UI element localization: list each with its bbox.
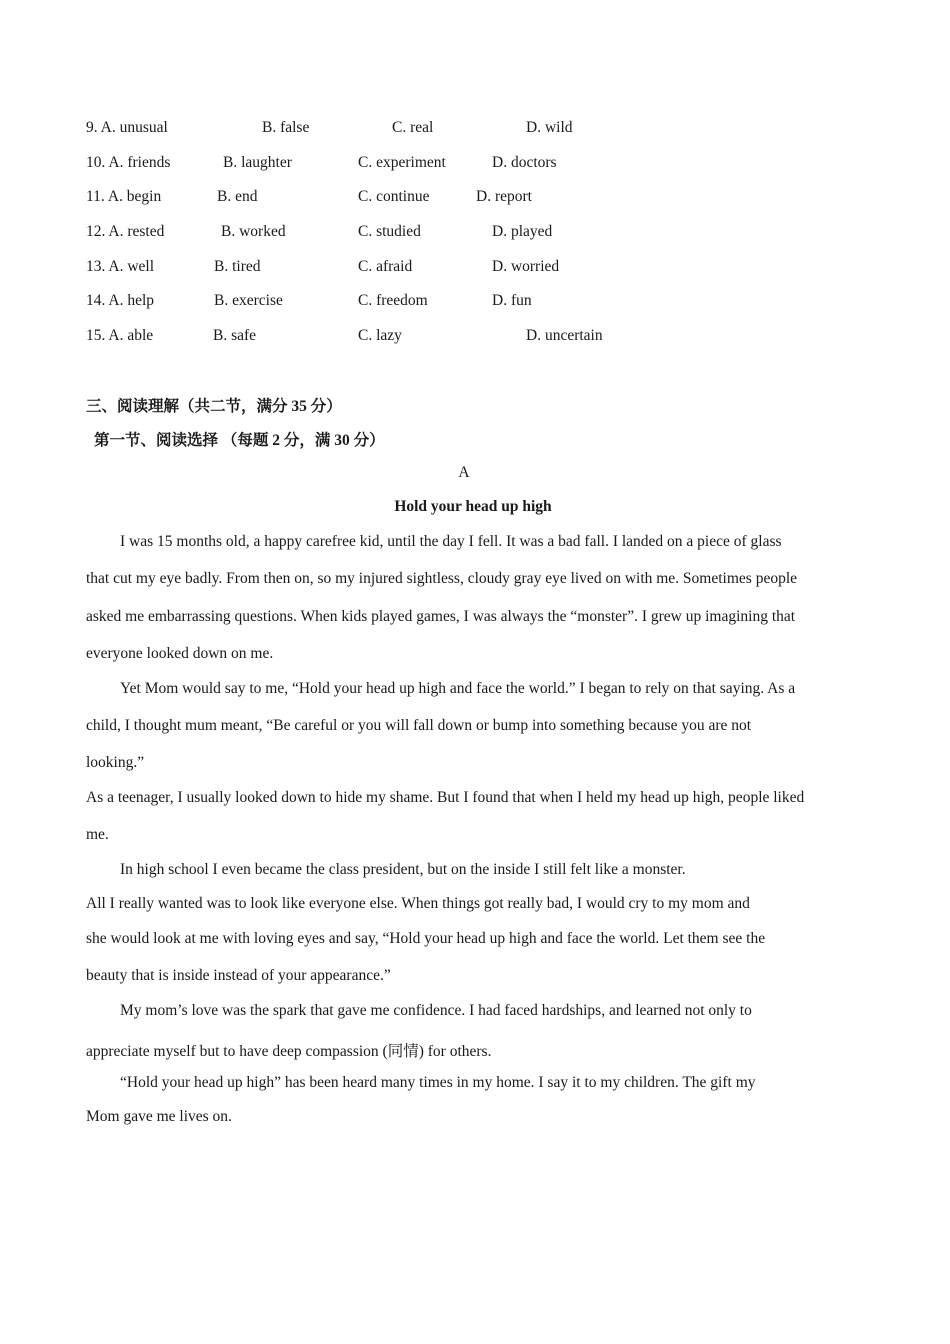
option-a: 9. A. unusual bbox=[86, 119, 168, 136]
passage-line: My mom’s love was the spark that gave me confidence. I had faced hardships, and learned not only to bbox=[120, 1002, 752, 1019]
passage-line: As a teenager, I usually looked down to hide my shame. But I found that when I held my head up high, people liked bbox=[86, 789, 805, 806]
option-a: 15. A. able bbox=[86, 327, 154, 344]
option-c: C. experiment bbox=[358, 154, 446, 171]
passage-line: everyone looked down on me. bbox=[86, 645, 274, 662]
option-d: D. report bbox=[476, 188, 532, 205]
option-b: B. tired bbox=[214, 258, 261, 275]
option-a: 13. A. well bbox=[86, 258, 155, 275]
option-b: B. false bbox=[262, 119, 310, 136]
option-c: C. studied bbox=[358, 223, 421, 240]
option-d: D. worried bbox=[492, 258, 560, 275]
option-b: B. safe bbox=[213, 327, 257, 344]
passage-letter: A bbox=[458, 464, 470, 481]
option-d: D. fun bbox=[492, 292, 532, 309]
passage-line: Mom gave me lives on. bbox=[86, 1108, 232, 1125]
option-c: C. real bbox=[392, 119, 434, 136]
option-c: C. afraid bbox=[358, 258, 413, 275]
passage-line: I was 15 months old, a happy carefree kid, until the day I fell. It was a bad fall. I landed on a piece of glass bbox=[120, 533, 782, 550]
passage-line: child, I thought mum meant, “Be careful or you will fall down or bump into something because you are not bbox=[86, 717, 752, 734]
passage-line: appreciate myself but to have deep compassion (同情) for others. bbox=[86, 1043, 492, 1060]
option-c: C. freedom bbox=[358, 292, 428, 309]
passage-line: looking.” bbox=[86, 754, 145, 771]
option-a: 10. A. friends bbox=[86, 154, 171, 171]
option-b: B. end bbox=[217, 188, 258, 205]
passage-line: that cut my eye badly. From then on, so my injured sightless, cloudy gray eye lived on with me. Sometimes people bbox=[86, 570, 798, 587]
option-a: 12. A. rested bbox=[86, 223, 165, 240]
option-c: C. lazy bbox=[358, 327, 402, 344]
option-d: D. uncertain bbox=[526, 327, 603, 344]
passage-line: she would look at me with loving eyes and say, “Hold your head up high and face the world. Let them see the bbox=[86, 930, 766, 947]
option-a: 14. A. help bbox=[86, 292, 155, 309]
passage-line: asked me embarrassing questions. When kids played games, I was always the “monster”. I grew up imagining that bbox=[86, 608, 796, 625]
passage-line: All I really wanted was to look like everyone else. When things got really bad, I would cry to my mom and bbox=[86, 895, 750, 912]
option-b: B. exercise bbox=[214, 292, 283, 309]
passage-line: In high school I even became the class president, but on the inside I still felt like a monster. bbox=[120, 861, 686, 878]
passage-title: Hold your head up high bbox=[394, 498, 552, 515]
option-b: B. laughter bbox=[223, 154, 292, 171]
option-c: C. continue bbox=[358, 188, 430, 205]
option-d: D. wild bbox=[526, 119, 573, 136]
passage-line: Yet Mom would say to me, “Hold your head up high and face the world.” I began to rely on that saying. As a bbox=[120, 680, 796, 697]
passage-line: beauty that is inside instead of your appearance.” bbox=[86, 967, 391, 984]
section-heading: 三、阅读理解（共二节，满分 35 分） bbox=[86, 398, 342, 415]
option-d: D. doctors bbox=[492, 154, 557, 171]
subsection-heading: 第一节、阅读选择 （每题 2 分，满 30 分） bbox=[94, 432, 385, 449]
passage-line: “Hold your head up high” has been heard many times in my home. I say it to my children. The gift my bbox=[120, 1074, 756, 1091]
passage-line: me. bbox=[86, 826, 109, 843]
option-a: 11. A. begin bbox=[86, 188, 162, 205]
option-d: D. played bbox=[492, 223, 553, 240]
option-b: B. worked bbox=[221, 223, 286, 240]
